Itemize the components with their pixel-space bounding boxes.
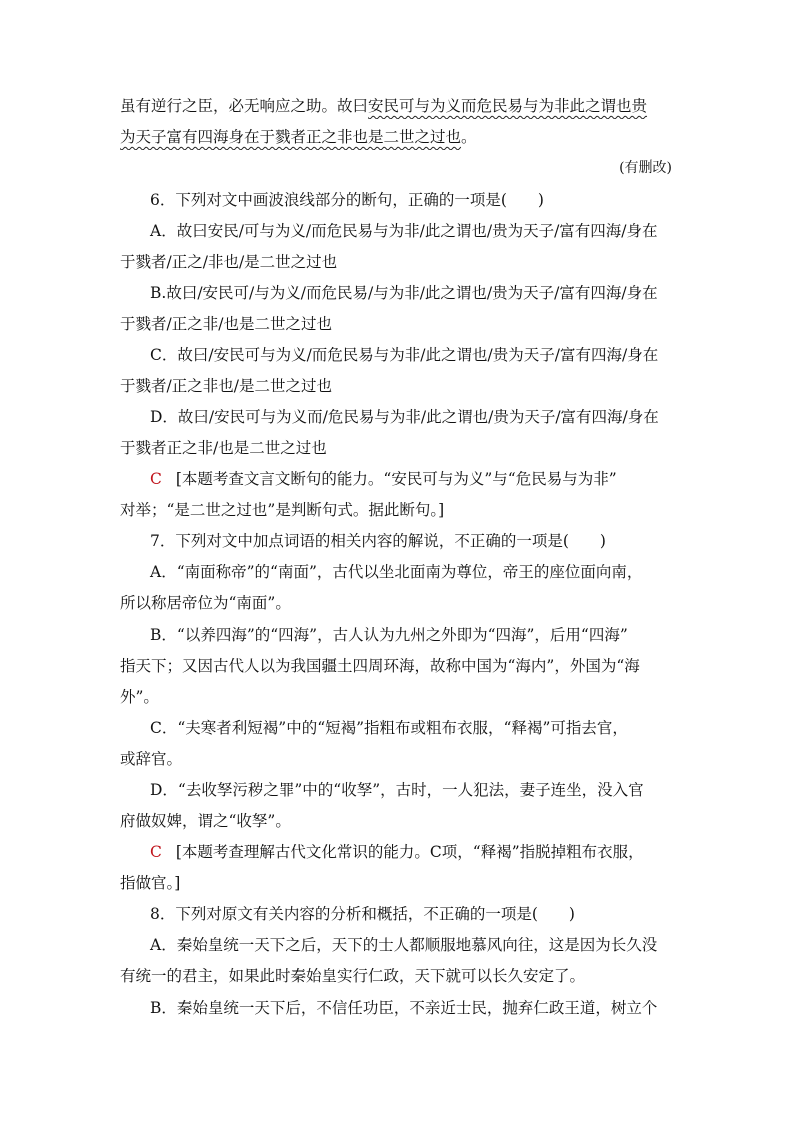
q6-explanation-cont: 对举；“是二世之过也”是判断句式。据此断句。]	[120, 501, 445, 519]
q7-option-c-cont: 或辞官。	[120, 750, 183, 768]
q7-explanation	[0, 841, 794, 865]
q7-answer: C	[150, 843, 162, 861]
q8-option-a-cont: 有统一的君主，如果此时秦始皇实行仁政，天下就可以长久安定了。	[120, 967, 586, 985]
q7-option-b-cont2: 外”。	[120, 688, 159, 706]
q6-option-c: C．故曰/安民可与为义/而危民易与为非/此之谓也/贵为天子/富有四海/身在	[150, 346, 659, 364]
q8-option-b: B．秦始皇统一天下后，不信任功臣，不亲近士民，抛弃仁政王道，树立个	[150, 999, 658, 1017]
source-note: (有删改)	[619, 160, 672, 176]
q7-explanation-cont: 指做官。]	[120, 874, 181, 892]
q7-option-a: A．“南面称帝”的“南面”，古代以坐北面南为尊位，帝王的座位面向南，	[150, 563, 643, 581]
q7-option-d: D．“去收孥污秽之罪”中的“收孥”，古时，一人犯法，妻子连坐，没入官	[150, 781, 644, 799]
q7-option-b-cont: 指天下；又因古代人以为我国疆土四周环海，故称中国为“海内”，外国为“海	[120, 657, 640, 675]
q6-option-c-cont: 于戮者/正之非也/是二世之过也	[120, 377, 332, 395]
passage-line-2	[0, 126, 794, 150]
q6-answer: C	[150, 470, 162, 488]
q6-option-b-cont: 于戮者/正之非/也是二世之过也	[120, 315, 332, 333]
q6-option-d-cont: 于戮者正之非/也是二世之过也	[120, 439, 327, 457]
passage-wavy-text: 为天子富有四海身在于戮者正之非也是二世之过也	[120, 128, 462, 146]
q6-explanation-text: [本题考查文言文断句的能力。“安民可与为义”与“危民易与为非”	[175, 470, 617, 488]
q6-stem: 6．下列对文中画波浪线部分的断句，正确的一项是( )	[150, 191, 544, 209]
passage-line-1	[0, 95, 794, 119]
passage-text: 虽有逆行之臣，必无响应之助。故曰	[120, 97, 369, 115]
q6-option-a: A．故曰安民/可与为义/而危民易与为非/此之谓也/贵为天子/富有四海/身在	[150, 222, 658, 240]
q8-option-a: A．秦始皇统一天下之后，天下的士人都顺服地慕风向往，这是因为长久没	[150, 936, 658, 954]
q7-stem: 7．下列对文中加点词语的相关内容的解说，不正确的一项是( )	[150, 532, 606, 550]
q7-explanation-text: [本题考查理解古代文化常识的能力。C项，“释褐”指脱掉粗布衣服，	[175, 843, 644, 861]
q7-option-c: C．“夫寒者利短褐”中的“短褐”指粗布或粗布衣服，“释褐”可指去官，	[150, 719, 628, 737]
q6-option-b: B.故曰/安民可/与为义/而危民易/与为非/此之谓也/贵为天子/富有四海/身在	[150, 284, 658, 302]
q6-explanation	[0, 468, 794, 492]
passage-wavy-text: 安民可与为义而危民易与为非此之谓也贵	[368, 97, 648, 115]
q6-option-d: D．故曰/安民可与为义而/危民易与为非/此之谓也/贵为天子/富有四海/身在	[150, 408, 659, 426]
q7-option-d-cont: 府做奴婢，谓之“收孥”。	[120, 812, 291, 830]
q7-option-b: B．“以养四海”的“四海”，古人认为九州之外即为“四海”，后用“四海”	[150, 626, 628, 644]
passage-text: 。	[461, 128, 477, 146]
q7-option-a-cont: 所以称居帝位为“南面”。	[120, 594, 291, 612]
q6-option-a-cont: 于戮者/正之/非也/是二世之过也	[120, 253, 338, 271]
q8-stem: 8．下列对原文有关内容的分析和概括，不正确的一项是( )	[150, 905, 575, 923]
